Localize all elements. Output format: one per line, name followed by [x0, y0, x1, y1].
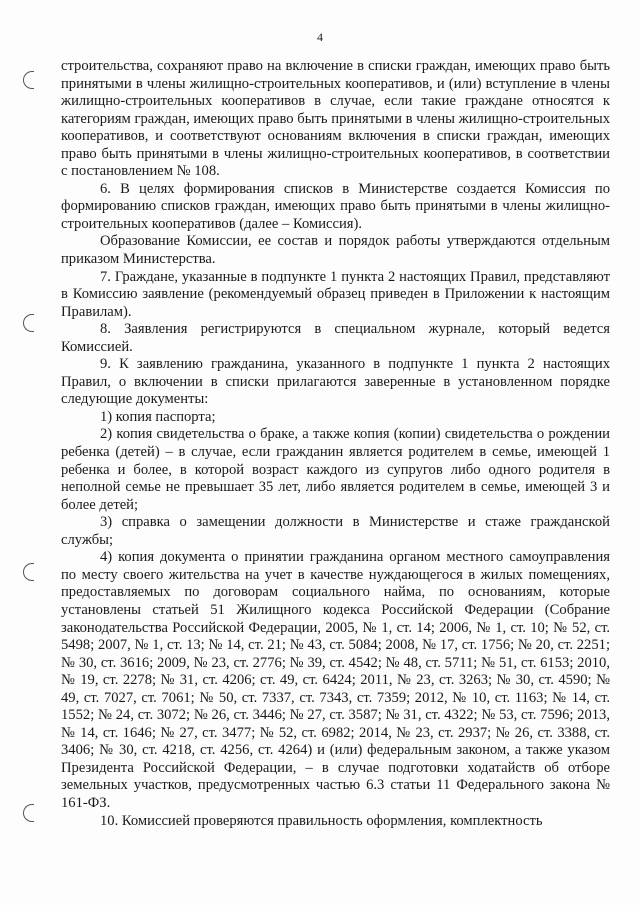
paragraph-continuation: строительства, сохраняют право на включение в списки граждан, имеющих право быть принятыми в члены жилищно-строительных кооперативов, и (или) вступление в члены жилищно-строительных кооперативов в случае, если такие граждане относятся к категориям граждан, имеющих право быть принятыми в члены жилищно-строительных кооперативов, и соответствуют основаниям включения в списки граждан, имеющих право быть принятыми в члены жилищно-строительных кооперативов, в соответствии с постановлением № 108.	[61, 58, 610, 180]
paragraph-item-6: 6. В целях формирования списков в Министерстве создается Комиссия по формированию списков граждан, имеющих право быть принятыми в члены жилищно-строительных кооперативов (далее – Комиссия).	[61, 180, 610, 232]
paragraph-item-10: 10. Комиссией проверяются правильность оформления, комплектность	[100, 812, 543, 829]
subitem-1: 1) копия паспорта;	[100, 408, 216, 425]
paragraph-item-7: 7. Граждане, указанные в подпункте 1 пункта 2 настоящих Правил, представляют в Комиссию заявление (рекомендуемый образец приведен в Приложении к настоящим Правилам).	[61, 268, 610, 320]
paragraph-commission-formation: Образование Комиссии, ее состав и порядок работы утверждаются отдельным приказом Министерства.	[61, 233, 610, 268]
binder-hole-mark	[23, 804, 34, 822]
paragraph-item-8: 8. Заявления регистрируются в специальном журнале, который ведется Комиссией.	[61, 321, 610, 355]
document-body	[61, 58, 610, 830]
subitem-3: 3) справка о замещении должности в Министерстве и стаже гражданской службы;	[61, 514, 610, 548]
page-number: 4	[317, 30, 323, 44]
subitem-2: 2) копия свидетельства о браке, а также копия (копии) свидетельства о рождении ребенка (детей) – в случае, если гражданин является родителем в семье, имеющей 1 ребенка и более, в которой возраст каждого из супругов либо одного родителя в неполной семье не превышает 35 лет, либо является родителем в семье, имеющей 3 и более детей;	[61, 426, 610, 513]
binder-hole-mark	[23, 314, 34, 332]
paragraph-item-9: 9. К заявлению гражданина, указанного в подпункте 1 пункта 2 настоящих Правил, о включении в списки прилагаются заверенные в установленном порядке следующие документы:	[61, 356, 610, 408]
binder-hole-mark	[23, 563, 34, 581]
subitem-4: 4) копия документа о принятии гражданина органом местного самоуправления по месту своего жительства на учет в качестве нуждающегося в жилых помещениях, предоставляемых по договорам социального найма, по основаниям, которые установлены статьей 51 Жилищного кодекса Российской Федерации (Собрание законодательства Российской Федерации, 2005, № 1, ст. 14; 2006, № 1, ст. 10; № 52, ст. 5498; 2007, № 1, ст. 13; № 14, ст. 21; № 43, ст. 5084; 2008, № 17, ст. 1756; № 20, ст. 2251; № 30, ст. 3616; 2009, № 23, ст. 2776; № 39, ст. 4542; № 48, ст. 5711; № 51, ст. 6153; 2010, № 19, ст. 2278; № 31, ст. 4206; ст. 49, ст. 6424; 2011, № 23, ст. 3263; № 30, ст. 4590; № 49, ст. 7027, ст. 7061; № 50, ст. 7337, ст. 7343, ст. 7359; 2012, № 10, ст. 1163; № 14, ст. 1552; № 24, ст. 3072; № 26, ст. 3446; № 27, ст. 3587; № 31, ст. 4322; № 53, ст. 7596; 2013, № 14, ст. 1646; № 27, ст. 3477; № 52, ст. 6982; 2014, № 23, ст. 2937; № 26, ст. 3388, ст. 3406; № 30, ст. 4218, ст. 4256, ст. 4264) и (или) федеральным законом, а также указом Президента Российской Федерации, – в случае подготовки ходатайств об отборе земельных участков, предусмотренных частью 6.3 статьи 11 Федерального закона № 161-ФЗ.	[61, 549, 610, 811]
binder-hole-mark	[23, 71, 34, 89]
